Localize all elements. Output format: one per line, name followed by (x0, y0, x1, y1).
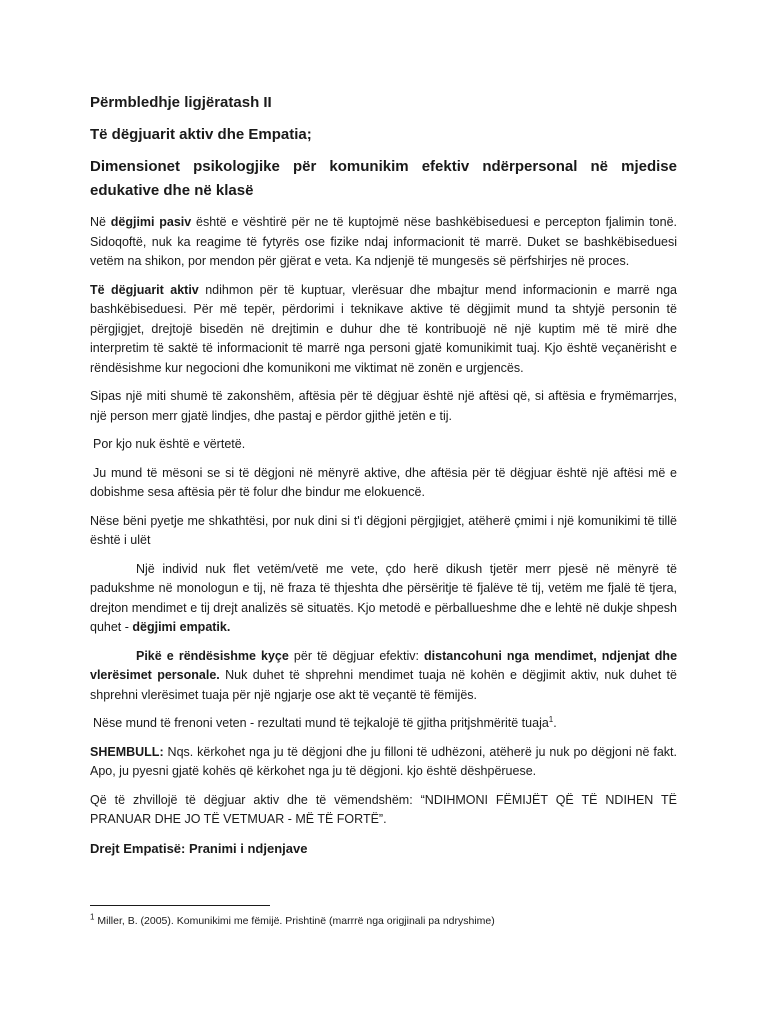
term-passive-listening: dëgjimi pasiv (110, 215, 192, 229)
paragraph-restrain (90, 714, 677, 734)
paragraph-text: Nqs. kërkohet nga ju të dëgjoni dhe ju filloni të udhëzoni, atëherë ju nuk po dëgjoni në fakt. Apo, ju pyesni gjatë kohës që kërkohet nga ju të dëgjoni. kjo është dëshpëruese. (90, 744, 677, 778)
paragraph-myth: Sipas një miti shumë të zakonshëm, aftësia për të dëgjuar është një aftësi që, si aftësia e frymëmarrjes, një person merr gjatë lindjes, dhe pastaj e përdor gjithë jetën e tij. (90, 389, 677, 423)
paragraph-text: është e vështirë për ne të kuptojmë nëse bashkëbiseduesi e percepton fjalimin tonë. Sidoqoftë, nuk ka reagime të fytyrës ose fizike ndaj informacionit të marrë. Duket se bashkëbiseduesi vetëm na shikon, por mendon për gjërat e veta. Ka ndjenjë të mungesës së përfshirjes në proces. (90, 215, 677, 268)
term-empathic-listening: dëgjimi empatik. (132, 620, 231, 634)
paragraph-passive-listening (90, 213, 677, 272)
paragraph-key-point (90, 647, 677, 706)
footnote-number: 1 (90, 912, 95, 922)
paragraph-active-listening (90, 281, 677, 379)
footnote-ref[interactable]: 1 (548, 714, 554, 724)
paragraph-text: Në (90, 215, 111, 229)
term-active-listening: Të dëgjuarit aktiv (90, 282, 199, 297)
footnote-text: Miller, B. (2005). Komunikimi me fëmijë. Prishtinë (marrrë nga origjinali pa ndryshime) (94, 915, 495, 927)
paragraph-text: . (553, 716, 557, 730)
paragraph-develop: Që të zhvillojë të dëgjuar aktiv dhe të vëmendshëm: “NDIHMONI FËMIJËT QË TË NDIHEN TË PRANUAR DHE JO TË VETMUAR - MË TË FORTË”. (90, 792, 677, 826)
paragraph-empathic-listening (90, 560, 677, 638)
term-distance: distancohuni nga mendimet, ndjenjat dhe vlerësimet personale. (90, 648, 678, 682)
document-body (90, 93, 677, 867)
document-subtitle: Të dëgjuarit aktiv dhe Empatia; (90, 126, 312, 143)
footnote-separator (90, 905, 270, 906)
paragraph-text: Nëse mund të frenoni veten - rezultati mund të tejkalojë të gjitha pritjshmëritë tuaja (93, 716, 549, 730)
paragraph-not-true: Por kjo nuk është e vërtetë. (93, 437, 246, 451)
paragraph-toward-empathy: Drejt Empatisë: Pranimi i ndjenjave (90, 840, 308, 856)
paragraph-questions: Nëse bëni pyetje me shkathtësi, por nuk dini si t'i dëgjoni përgjigjet, atëherë çmimi i një komunikimi të tillë është i ulët (90, 513, 677, 547)
paragraph-text: ndihmon për të kuptuar, vlerësuar dhe mbajtur mend informacionin e marrë nga bashkëbiseduesi. Për më tepër, përdorimi i teknikave aktive të dëgjimit mund ta shtyjë personin të përgjigjet, drejtojë bisedën në drejtimin e duhur dhe të kontribuojë në një kuptim më të mirë dhe interpretim të saktë të informacionit të marrë nga personi gjatë komunikimit tuaj. Kjo është veçanërisht e rëndësishme kur negocioni dhe komunikoni me viktimat në zonën e urgjencës. (90, 282, 677, 375)
document-title: Përmbledhje ligjëratash II (90, 94, 272, 111)
paragraph-text: Nuk duhet të shprehni mendimet tuaja në kohën e dëgjimit aktiv, nuk duhet të shprehni vlerësimet tuaja për një ngjarje ose akt të veçantë të fëmijës. (90, 668, 677, 702)
paragraph-text: Një individ nuk flet vetëm/vetë me vete, çdo herë dikush tjetër merr pjesë në mënyrë të padukshme në monologun e tij, në fraza të thjeshta dhe përsëritje të fjalëve të tij, vetëm me fjalë të tjera, drejton mendimet e tij drejt analizës së situatës. Kjo metodë e përballueshme dhe e lehtë në dukje shpesh quhet - (90, 561, 677, 634)
paragraph-text: për të dëgjuar efektiv: (288, 648, 425, 663)
footnote (90, 914, 677, 928)
paragraph-example (90, 743, 677, 782)
paragraph-learn-listening: Ju mund të mësoni se si të dëgjoni në mënyrë aktive, dhe aftësia për të dëgjuar është një aftësi më e dobishme sesa aftësia për të folur dhe bindur me elokuencë. (90, 465, 677, 499)
term-key-point: Pikë e rëndësishme kyçe (136, 648, 289, 663)
term-example: SHEMBULL: (90, 744, 164, 759)
section-heading: Dimensionet psikologjike për komunikim efektiv ndërpersonal në mjedise edukative dhe në klasë (90, 158, 677, 199)
